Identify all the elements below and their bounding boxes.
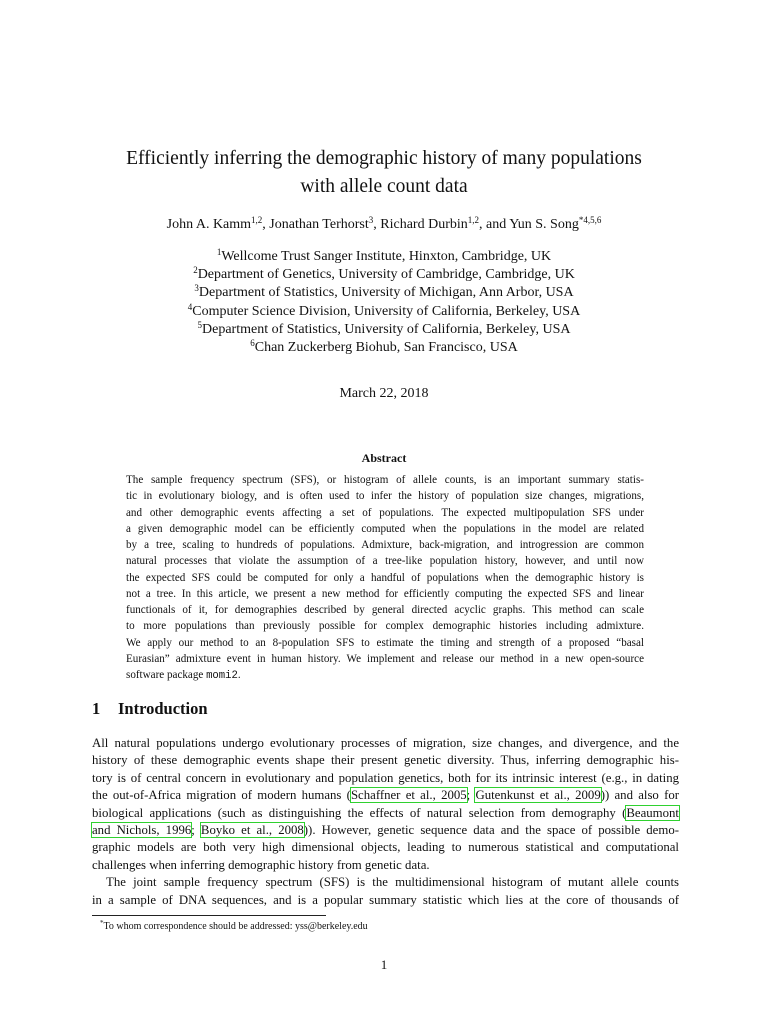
section-number: 1: [92, 699, 101, 718]
title-line-2: with allele count data: [300, 176, 468, 197]
affiliation-text: Computer Science Division, University of California, Berkeley, USA: [192, 303, 581, 319]
affiliation-number: 2: [193, 265, 198, 276]
section-title: Introduction: [118, 699, 208, 718]
affiliation-number: 3: [194, 283, 199, 294]
affiliation-number: 4: [187, 301, 193, 312]
author-name: Yun S. Song: [509, 217, 579, 232]
citation-author: Gutenkunst et al.: [475, 788, 567, 803]
body-line: the out-of-Africa migration of modern humans (Schaffner et al., 2005; Gutenkunst et al., 2009)) and also for: [92, 788, 680, 803]
affiliation-line: [60, 303, 708, 321]
abstract-line: We apply our method to an 8-population SFS to estimate the timing and strength of a proposed “basal: [126, 636, 644, 649]
abstract-line: a given demographic model can be efficiently computed when the populations in the model are related: [126, 522, 644, 535]
abstract-line: tic in evolutionary biology, and is often used to infer the history of population size changes, migrations,: [126, 490, 644, 503]
abstract-line: and other demographic events affecting a set of populations. The expected multipopulation SFS under: [126, 506, 644, 519]
footnote-rule: [92, 915, 326, 916]
author-separator: , and: [479, 217, 510, 232]
affiliation-text: Department of Statistics, University of California, Berkeley, USA: [202, 321, 571, 337]
abstract-line: by a tree, scaling to hundreds of populations. Admixture, back-migration, and introgression are common: [126, 539, 644, 551]
citation-link-boyko[interactable]: Boyko et al., 2008: [200, 823, 304, 838]
abstract-text: software package: [126, 669, 207, 681]
affiliation-list: [60, 248, 708, 357]
body-text: )). However, genetic sequence data and the space of possible demo-: [303, 823, 679, 838]
body-line: challenges when inferring demographic history from genetic data.: [92, 857, 430, 872]
body-text: biological applications (such as distinguishing the effects of natural selection from demography (: [92, 805, 627, 820]
footnote: [100, 920, 660, 934]
citation-year: 2005: [441, 788, 467, 803]
affiliation-text: Department of Statistics, University of Michigan, Ann Arbor, USA: [198, 285, 574, 301]
author-name: Jonathan Terhorst: [269, 217, 369, 232]
body-line: The joint sample frequency spectrum (SFS) is the multidimensional histogram of mutant allele counts: [106, 875, 679, 890]
affiliation-text: Chan Zuckerberg Biohub, San Francisco, USA: [254, 340, 518, 356]
author-affiliation-sup: 1,2: [467, 215, 479, 225]
body-line: in a sample of DNA sequences, and is a popular summary statistic which lies at the core of thousands of: [92, 892, 679, 907]
affiliation-text: Department of Genetics, University of Cambridge, Cambridge, UK: [197, 267, 575, 283]
title-line-1: Efficiently inferring the demographic history of many populations: [126, 148, 642, 169]
abstract-line: natural processes that violate the assumption of a tree-like population history, however, and until now: [126, 555, 644, 568]
citation-author: and Nichols: [92, 823, 157, 838]
abstract-line: not a tree. In this article, we present a new method for efficiently computing the expected SFS and linear: [126, 587, 644, 600]
citation-link-beaumont-cont[interactable]: and Nichols, 1996: [92, 823, 192, 838]
author-list: [60, 216, 708, 234]
affiliation-text: Wellcome Trust Sanger Institute, Hinxton, Cambridge, UK: [221, 249, 552, 264]
footnote-mark: *: [100, 919, 104, 927]
citation-link-gutenkunst[interactable]: Gutenkunst et al., 2009: [475, 788, 601, 803]
introduction-body: [92, 735, 679, 909]
abstract-heading: Abstract: [361, 451, 407, 465]
affiliation-line: [60, 321, 708, 339]
author-affiliation-sup: 3: [368, 215, 374, 225]
body-line: [92, 805, 679, 822]
citation-link-schaffner[interactable]: Schaffner et al., 2005: [350, 788, 467, 803]
abstract-line: functionals of it, for demographies described by general directed acyclic graphs. This method can scale: [126, 604, 644, 616]
affiliation-number: 1: [216, 247, 222, 257]
author-name: John A. Kamm: [166, 217, 252, 232]
affiliation-number: 5: [197, 319, 203, 330]
body-line: tory is of central concern in evolutionary and population genetics, both for its intrinsic interest (e.g., in dating: [92, 770, 679, 785]
abstract-line: [126, 667, 644, 684]
body-line: history of these demographic events shape their present genetic diversity. Thus, inferring demographic his-: [92, 753, 679, 768]
paper-title: [60, 145, 708, 201]
body-text: the out-of-Africa migration of modern humans (: [92, 788, 351, 803]
affiliation-line: [60, 266, 708, 284]
footnote-text: To whom correspondence should be addressed: yss@berkeley.edu: [103, 921, 368, 932]
author-separator: ,: [262, 217, 270, 232]
affiliation-line: [60, 248, 708, 266]
section-heading: [92, 698, 492, 720]
body-line: and Nichols, 1996; Boyko et al., 2008)). However, genetic sequence data and the space of possible demo-: [92, 823, 679, 838]
body-line: graphic models are both very high dimensional objects, leading to numerous statistical and computational: [92, 840, 679, 855]
citation-link-beaumont[interactable]: Beaumont: [626, 805, 679, 820]
abstract-line: to more populations than previously possible for complex demographic histories including admixture.: [126, 620, 644, 633]
citation-year: 1996: [165, 823, 192, 838]
citation-year: 2008: [278, 823, 304, 838]
author-affiliation-sup: 1,2: [251, 215, 263, 225]
author-affiliation-sup: *4,5,6: [578, 215, 602, 225]
page-number: 1: [380, 957, 388, 972]
publication-date: March 22, 2018: [339, 386, 429, 401]
author-separator: ,: [373, 217, 381, 232]
affiliation-number: 6: [250, 338, 255, 349]
abstract-line: The sample frequency spectrum (SFS), or histogram of allele counts, is an important summary statis-: [126, 474, 644, 486]
body-text: )) and also for: [600, 788, 680, 803]
affiliation-line: [60, 339, 708, 357]
citation-year: 2009: [575, 788, 601, 803]
abstract-line: Eurasian” admixture event in human history. We implement and release our method in a new open-source: [126, 652, 644, 665]
abstract-body: [126, 472, 644, 684]
abstract-text: .: [237, 669, 241, 681]
affiliation-line: [60, 284, 708, 302]
package-name: momi2: [206, 670, 238, 682]
body-line: All natural populations undergo evolutionary processes of migration, size changes, and divergence, and the: [92, 736, 679, 750]
citation-author: Boyko et al.: [200, 823, 269, 838]
citation-author: Schaffner et al.: [350, 788, 433, 803]
abstract-line: the expected SFS could be computed for only a handful of populations when the demographic history is: [126, 571, 644, 584]
author-name: Richard Durbin: [380, 217, 468, 232]
